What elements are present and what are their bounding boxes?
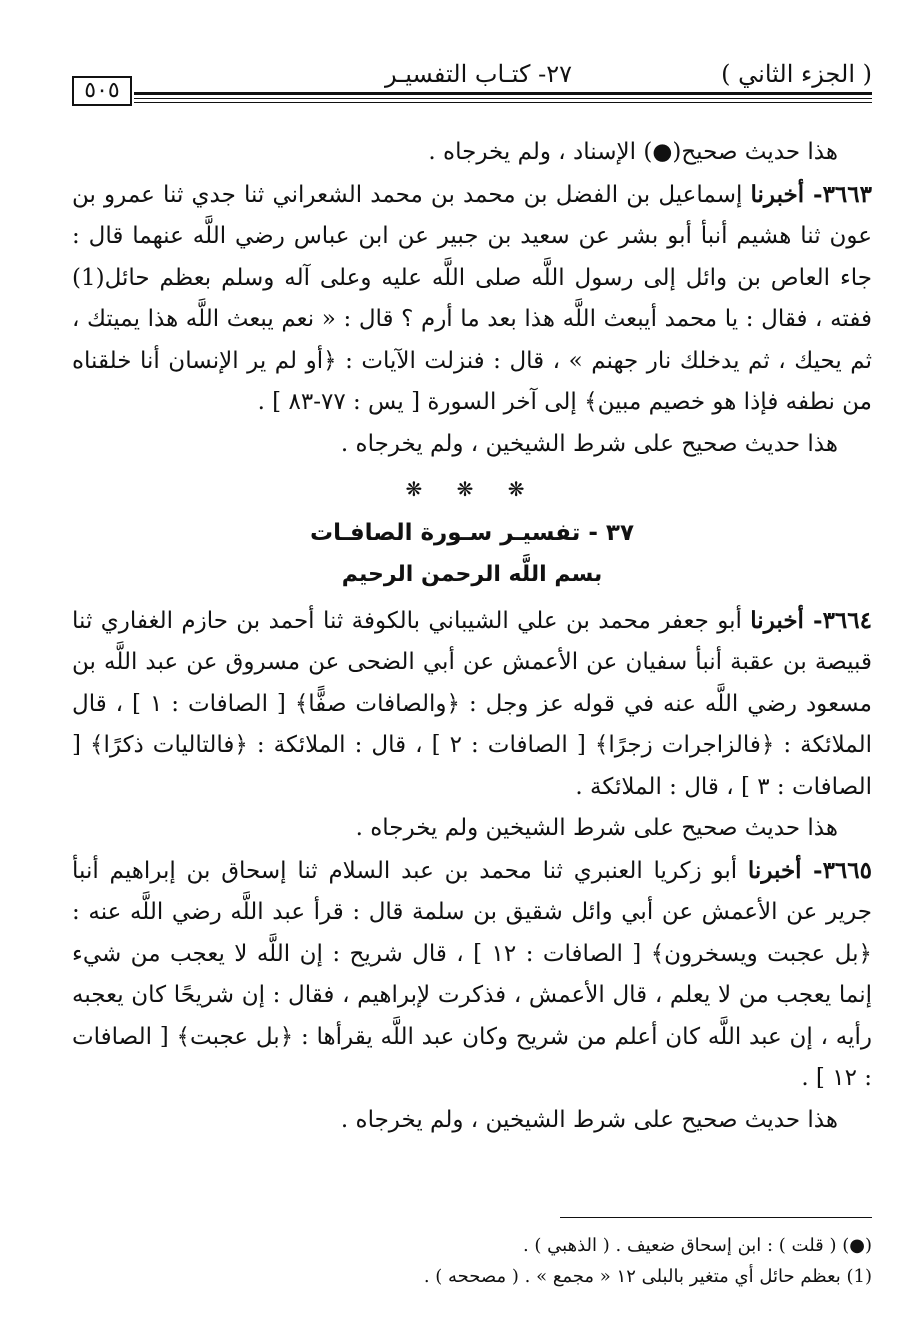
header-rule-thin bbox=[134, 98, 872, 99]
grading-note: هذا حديث صحيح على شرط الشيخين ، ولم يخرجاه . bbox=[340, 1106, 838, 1133]
hadith-text: إسماعيل بن الفضل بن محمد بن محمد الشعراني ثنا جدي ثنا عمرو بن عون ثنا هشيم أنبأ أبو بشر عن سعيد بن جبير عن ابن عباس رضي اللَّه عنهما قال : جاء العاص بن وائل إلى رسول اللَّه صلى اللَّه عليه وعلى آله وسلم بعظم حائل(1) ففته ، فقال : يا محمد أيبعث اللَّه هذا بعد ما أرم ؟ قال : « نعم يبعث اللَّه هذا يميتك ، ثم يحيك ، ثم يدخلك نار جهنم » ، قال : فنزلت الآيات : ﴿أو لم ير الإنسان أنا خلقناه من نطفه فإذا هو خصيم مبين﴾ إلى آخر السورة [ يس : ٧٧-٨٣ ] . bbox=[72, 181, 872, 415]
hadith-number: ٣٦٦٥- bbox=[801, 856, 872, 884]
hadith-3664 bbox=[72, 600, 872, 809]
hadith-text: أبو زكريا العنبري ثنا محمد بن عبد السلام ثنا إسحاق بن إبراهيم أنبأ جرير عن الأعمش عن أبي وائل شقيق بن سلمة قال : قرأ عبد اللَّه رضي اللَّه عنه : ﴿بل عجبت ويسخرون﴾ [ الصافات : ١٢ ] ، قال شريح : إن اللَّه لا يعجب من شيء إنما يعجب من لا يعلم ، قال الأعمش ، فذكرت لإبراهيم ، فقال : إن شريحًا كان يعجبه رأيه ، إن عبد اللَّه كان أعلم من شريح وكان عبد اللَّه يقرأها : ﴿بل عجبت﴾ [ الصافات : ١٢ ] . bbox=[72, 857, 872, 1091]
hadith-keyword: أخبرنا bbox=[750, 180, 805, 208]
section-separator: ❋ ❋ ❋ bbox=[405, 477, 539, 501]
page-number: ٥٠٥ bbox=[72, 76, 132, 106]
hadith-number: ٣٦٦٤- bbox=[803, 606, 872, 634]
part-label: ( الجزء الثاني ) bbox=[721, 60, 872, 88]
grading-note: هذا حديث صحيح(●) الإسناد ، ولم يخرجاه . bbox=[428, 139, 838, 165]
grading-note: هذا حديث صحيح على شرط الشيخين ، ولم يخرجاه . bbox=[340, 430, 838, 457]
basmala: بسم اللَّه الرحمن الرحيم bbox=[341, 562, 603, 587]
footnote-1: (1) بعظم حائل أي متغير بالبلى ١٢ « مجمع » . ( مصححه ) . bbox=[423, 1266, 872, 1287]
hadith-text: أبو جعفر محمد بن علي الشيباني بالكوفة ثنا أحمد بن حازم الغفاري ثنا قبيصة بن عقبة أنبأ سفيان عن الأعمش عن أبي الضحى عن مسروق عن عبد اللَّه بن مسعود رضي اللَّه عنه في قوله عز وجل : ﴿والصافات صفًّا﴾ [ الصافات : ١ ] ، قال الملائكة : ﴿فالزاجرات زجرًا﴾ [ الصافات : ٢ ] ، قال : الملائكة : ﴿فالتاليات ذكرًا﴾ [ الصافات : ٣ ] ، قال : الملائكة . bbox=[72, 607, 873, 800]
header-rule-thick bbox=[134, 92, 872, 95]
hadith-number: ٣٦٦٣- bbox=[804, 180, 872, 208]
book-title: ٢٧- كتـاب التفسيـر bbox=[384, 60, 572, 88]
hadith-3663 bbox=[72, 174, 872, 424]
running-header bbox=[72, 48, 872, 116]
footnote-rule bbox=[560, 1217, 872, 1218]
footnote-dhahabi: (●) ( قلت ) : ابن إسحاق ضعيف . ( الذهبي ) . bbox=[522, 1235, 872, 1256]
surah-title: ٣٧ - تفسيـر سـورة الصافـات bbox=[309, 519, 634, 546]
header-rule-thin-2 bbox=[134, 102, 872, 103]
grading-note: هذا حديث صحيح على شرط الشيخين ولم يخرجاه . bbox=[355, 815, 838, 841]
hadith-3665 bbox=[72, 850, 872, 1100]
hadith-keyword: أخبرنا bbox=[750, 606, 804, 634]
main-text bbox=[72, 132, 872, 1141]
hadith-keyword: أخبرنا bbox=[747, 856, 802, 884]
footnotes bbox=[72, 1230, 872, 1292]
